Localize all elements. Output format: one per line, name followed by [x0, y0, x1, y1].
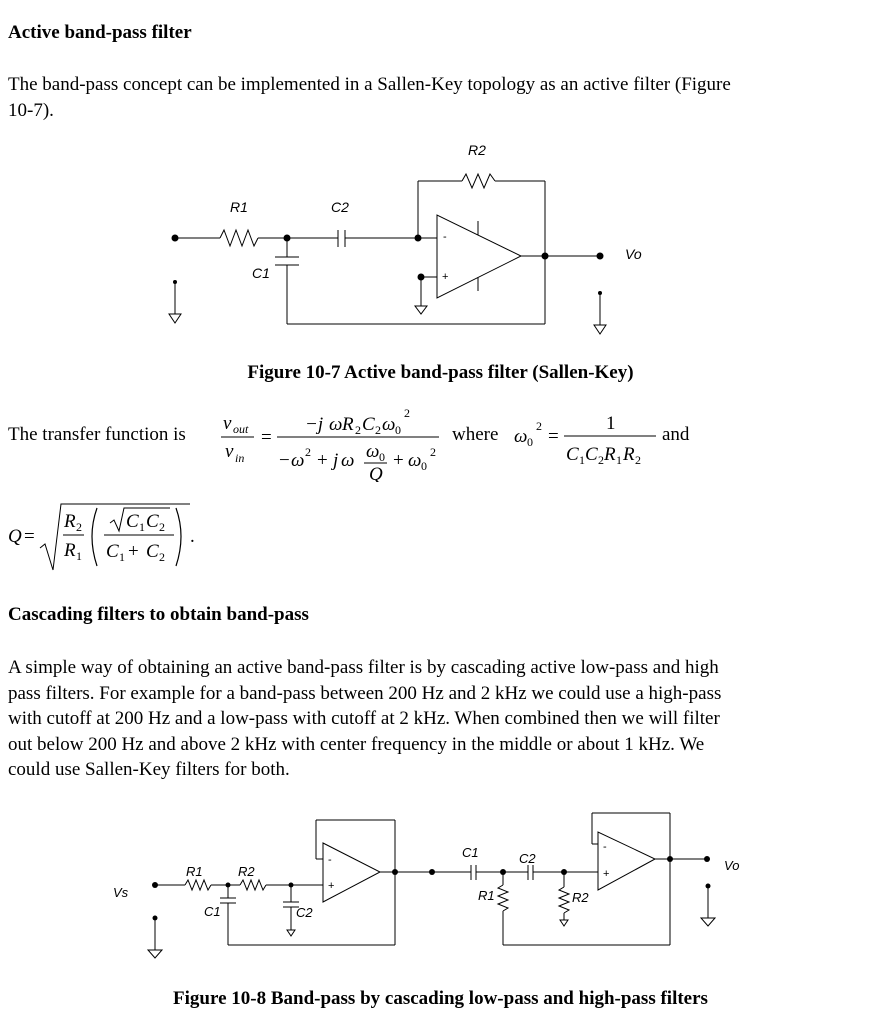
- figure-10-8-caption: Figure 10-8 Band-pass by cascading low-pass and high-pass filters: [173, 988, 708, 1009]
- eq-token: C: [106, 541, 119, 562]
- eq-token: R: [64, 540, 76, 561]
- eq-token: Q: [369, 464, 383, 482]
- paragraph-line: could use Sallen-Key filters for both.: [8, 759, 290, 780]
- section-heading-active-band-pass: Active band-pass filter: [8, 22, 192, 43]
- eq-token: ω: [514, 426, 528, 447]
- eq-token: 1: [579, 453, 585, 467]
- hp-c1-label: C1: [462, 845, 479, 860]
- eq-token: 2: [536, 419, 542, 433]
- eq-token: C: [146, 541, 159, 562]
- and-word: and: [662, 424, 690, 445]
- q-symbol: Q: [8, 526, 22, 547]
- eq-token: 2: [159, 550, 165, 564]
- opamp-plus-sign: +: [442, 271, 449, 283]
- eq-token: 0: [395, 423, 401, 437]
- eq-token: 2: [375, 423, 381, 437]
- eq-token: out: [233, 422, 249, 436]
- eq-token: C: [126, 511, 139, 532]
- sallen-key-band-pass-schematic: [0, 130, 881, 360]
- eq-token: −j: [305, 414, 324, 435]
- eq-token: 1: [76, 549, 82, 563]
- eq-token: ω: [382, 414, 396, 435]
- eq-token: 1: [139, 520, 145, 534]
- eq-token: =: [24, 526, 35, 547]
- paragraph-line: with cutoff at 200 Hz and a low-pass with cutoff at 2 kHz. When combined then we will filter: [8, 708, 720, 729]
- hp-r2-label: R2: [572, 890, 589, 905]
- eq-token: 2: [305, 445, 311, 459]
- where-word: where: [452, 424, 499, 445]
- eq-token: +: [128, 541, 139, 562]
- eq-token: 2: [598, 453, 604, 467]
- eq-token: ω: [329, 414, 343, 435]
- paragraph-line: pass filters. For example for a band-pass between 200 Hz and 2 kHz we could use a high-pass: [8, 682, 722, 704]
- eq-token: R: [623, 444, 635, 465]
- lp-r2-label: R2: [238, 864, 255, 879]
- vs-label: Vs: [113, 885, 129, 900]
- paragraph-line: A simple way of obtaining an active band-pass filter is by cascading active low-pass and high: [8, 657, 719, 678]
- eq-token: 2: [76, 520, 82, 534]
- eq-token: ω: [291, 450, 305, 471]
- q-factor-equation: [0, 496, 200, 576]
- eq-token: 2: [430, 445, 436, 459]
- eq-token: R: [342, 414, 354, 435]
- opamp2-minus-sign: -: [603, 841, 607, 853]
- eq-token: C: [585, 444, 598, 465]
- vo-label: Vo: [625, 246, 642, 262]
- eq-token: in: [235, 451, 245, 465]
- hp-r1-label: R1: [478, 888, 495, 903]
- transfer-function-equation: [215, 400, 455, 482]
- cascaded-band-pass-schematic: [0, 805, 881, 975]
- eq-token: C: [362, 414, 375, 435]
- r1-label: R1: [230, 199, 248, 215]
- figure-10-7-caption: Figure 10-7 Active band-pass filter (Sallen-Key): [247, 362, 634, 383]
- eq-token: 0: [527, 435, 533, 449]
- eq-token: .: [190, 526, 195, 547]
- section-heading-cascading: Cascading filters to obtain band-pass: [8, 604, 309, 625]
- c1-label: C1: [252, 265, 270, 281]
- hp-c2-label: C2: [519, 851, 536, 866]
- eq-token: 2: [635, 453, 641, 467]
- r2-label: R2: [468, 142, 486, 158]
- eq-token: ω: [341, 450, 355, 471]
- lp-c2-label: C2: [296, 905, 313, 920]
- eq-token: 2: [159, 520, 165, 534]
- transfer-function-lead: The transfer function is: [8, 424, 186, 445]
- eq-token: 1: [119, 550, 125, 564]
- intro-line: The band-pass concept can be implemented in a Sallen-Key topology as an active filter (Figure: [8, 74, 731, 95]
- eq-token: ω: [366, 441, 380, 462]
- eq-token: 2: [355, 423, 361, 437]
- c2-label: C2: [331, 199, 349, 215]
- omega0-equation: [508, 402, 658, 474]
- eq-token: C: [566, 444, 579, 465]
- eq-token: C: [146, 511, 159, 532]
- intro-paragraph: [8, 72, 731, 123]
- eq-token: 1: [616, 453, 622, 467]
- eq-token: R: [64, 511, 76, 532]
- opamp-minus-sign: -: [443, 231, 447, 243]
- cascading-paragraph: [8, 655, 721, 783]
- eq-token: =: [261, 427, 272, 448]
- eq-token: −: [279, 450, 290, 471]
- eq-token: 0: [421, 459, 427, 473]
- opamp2-plus-sign: +: [603, 868, 610, 880]
- eq-token: 1: [606, 413, 616, 434]
- opamp1-minus-sign: -: [328, 854, 332, 866]
- eq-token: v: [225, 441, 234, 462]
- intro-line: 10-7).: [8, 99, 54, 121]
- opamp1-plus-sign: +: [328, 880, 335, 892]
- eq-token: +: [317, 450, 328, 471]
- vo-label: Vo: [724, 858, 740, 873]
- eq-token: +: [393, 450, 404, 471]
- eq-token: ω: [408, 450, 422, 471]
- eq-token: R: [604, 444, 616, 465]
- eq-token: j: [333, 450, 339, 471]
- eq-token: v: [223, 413, 232, 434]
- eq-token: =: [548, 426, 559, 447]
- eq-token: 0: [379, 450, 385, 464]
- lp-r1-label: R1: [186, 864, 203, 879]
- lp-c1-label: C1: [204, 904, 221, 919]
- eq-token: 2: [404, 406, 410, 420]
- paragraph-line: out below 200 Hz and above 2 kHz with center frequency in the middle or about 1 kHz. We: [8, 733, 705, 755]
